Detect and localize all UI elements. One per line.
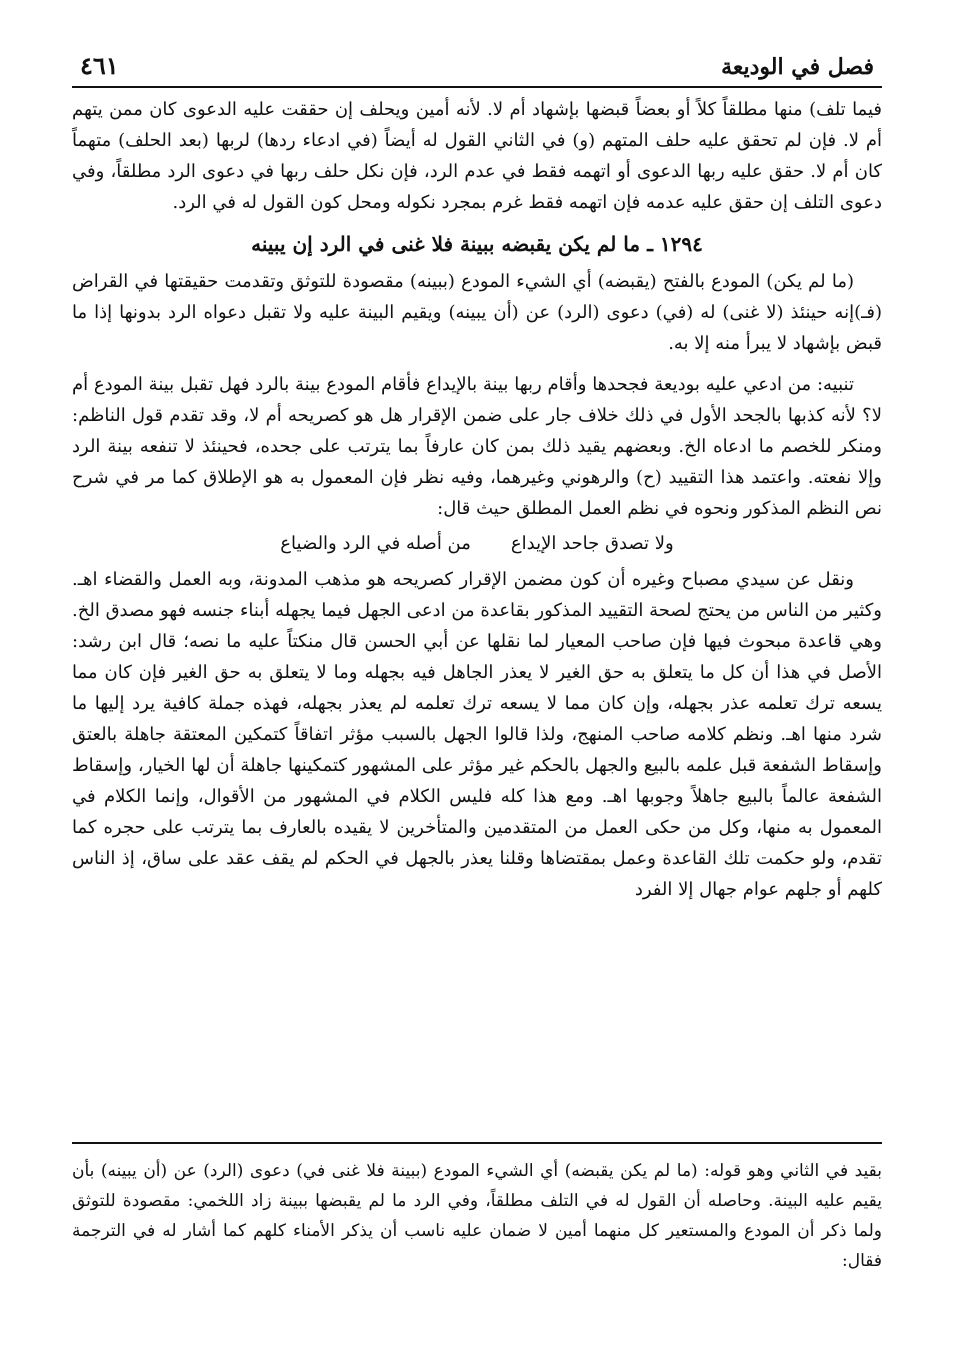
poem-hemistich-first: ولا تصدق جاحد الإيداع [510,533,674,554]
footnote-divider [72,1142,882,1144]
footnote-text: بقيد في الثاني وهو قوله: (ما لم يكن يقبضه) أي الشيء المودع (ببينة فلا غنى في) دعوى (الرد) عن (أن يبينه) بأن يقيم عليه البينة. وحاصله أن القول له في التلف مطلقاً، وفي الرد ما لم يقبضها ببينة زاد اللخمي: مقصودة للتوثق ولما ذكر أن المودع والمستعير كل منهما أمين لا ضمان عليه ناسب أن يذكر الأمناء كلهم كما أشار له في الترجمة فقال: [72,1161,882,1271]
paragraph-tanbih: تنبيه: من ادعي عليه بوديعة فجحدها وأقام ربها بينة بالإيداع فأقام المودع بينة بالرد فهل تقبل بينة المودع أم لا؟ لأنه كذبها بالجحد الأول في ذلك خلاف جار على ضمن الإقرار هل هو كصريحه أم لا، وقد تقدم قول الناظم: ومنكر للخصم ما ادعاه الخ. وبعضهم يقيد ذلك بمن كان عارفاً بما يترتب على جحده، فحينئذ لا تنفعه بينة الرد وإلا نفعته. واعتمد هذا التقييد (ح) والرهوني وغيرهما، وفيه نظر فإن المعمول به هو الإطلاق كما مر في شرح نص النظم المذكور ونحوه في نظم العمل المطلق حيث قال: [72,374,882,519]
footnote [72,1156,882,1276]
page-number: ٤٦١ [80,51,119,80]
page-header [72,36,882,88]
running-head: فصل في الوديعة [721,54,874,80]
poem-hemistich-second: من أصله في الرد والضياع [280,533,471,554]
paragraph-4: ونقل عن سيدي مصباح وغيره أن كون مضمن الإقرار كصريحه هو مذهب المدونة، وبه العمل والقضاء اهـ. وكثير من الناس من يحتج لصحة التقييد المذكور بقاعدة من ادعى الجهل فيما يجهله أبناء جنسه فهو مصدق الخ. وهي قاعدة مبحوث فيها فإن صاحب المعيار لما نقلها عن أبي الحسن قال منكتاً عليه ما نصه؛ قال ابن رشد: الأصل في هذا أن كل ما يتعلق به حق الغير لا يعذر الجاهل فيه بجهله وما لا يتعلق به حق الغير فإن كان مما يسعه ترك تعلمه عذر بجهله، وإن كان مما لا يسعه ترك تعلمه لم يعذر بجهله، فهذه جملة كافية يرد إليها ما شرد منها اهـ. ونظم كلامه صاحب المنهج، ولذا قالوا الجهل بالسبب مؤثر اتفاقاً كتمكين المعتقة جاهلة بالعتق وإسقاط الشفعة قبل علمه بالبيع والجهل بالحكم غير مؤثر على المشهور كتمكينها جاهلة أن لها الخيار، وإسقاط الشفعة عالماً بالبيع جاهلاً وجوبها اهـ. ومع هذا كله فليس الكلام في المشهور من الأقوال، وإنما الكلام في المعمول به منها، وكل من حكى العمل من المتقدمين والمتأخرين لا يقيده بالعارف بما يترتب على حجره كما تقدم، ولو حكمت تلك القاعدة وعمل بمقتضاها وقلنا يعذر بالجهل في الحكم لم يقف عقد على ساق، إذ الناس كلهم أو جلهم عوام جهال إلا الفرد [72,569,882,900]
paragraph-2: (ما لم يكن) المودع بالفتح (يقبضه) أي الشيء المودع (ببينه) مقصودة للتوثق وتقدمت حقيقتها في القراض (فـ)إنه حينئذ (لا غنى) له (في) دعوى (الرد) عن (أن يبينه) ويقيم البينة عليه ولا تقبل دعواه الرد بدونها إذا ما قبض بإشهاد لا يبرأ منه إلا به. [72,271,882,354]
poem-line [72,526,882,562]
verse-1294: ١٢٩٤ ـ ما لم يكن يقبضه ببينة فلا غنى في الرد إن يبينه [251,232,703,256]
paragraph-1: فيما تلف) منها مطلقاً كلاً أو بعضاً قبضها بإشهاد أم لا. لأنه أمين ويحلف إن حققت عليه الدعوى كان ممن يتهم أم لا. فإن لم تحقق عليه حلف المتهم (و) في الثاني القول له أيضاً (في ادعاء ردها) لربها (بعد الحلف) متهماً كان أم لا. حقق عليه ربها الدعوى أو اتهمه فقط في عدم الرد، فإن نكل حلف ربها في دعوى الرد مطلقاً، وفي دعوى التلف إن حقق عليه عدمه فإن اتهمه فقط غرم بمجرد نكوله ومحل كون القول له في الرد. [72,99,882,213]
main-text [72,94,882,905]
